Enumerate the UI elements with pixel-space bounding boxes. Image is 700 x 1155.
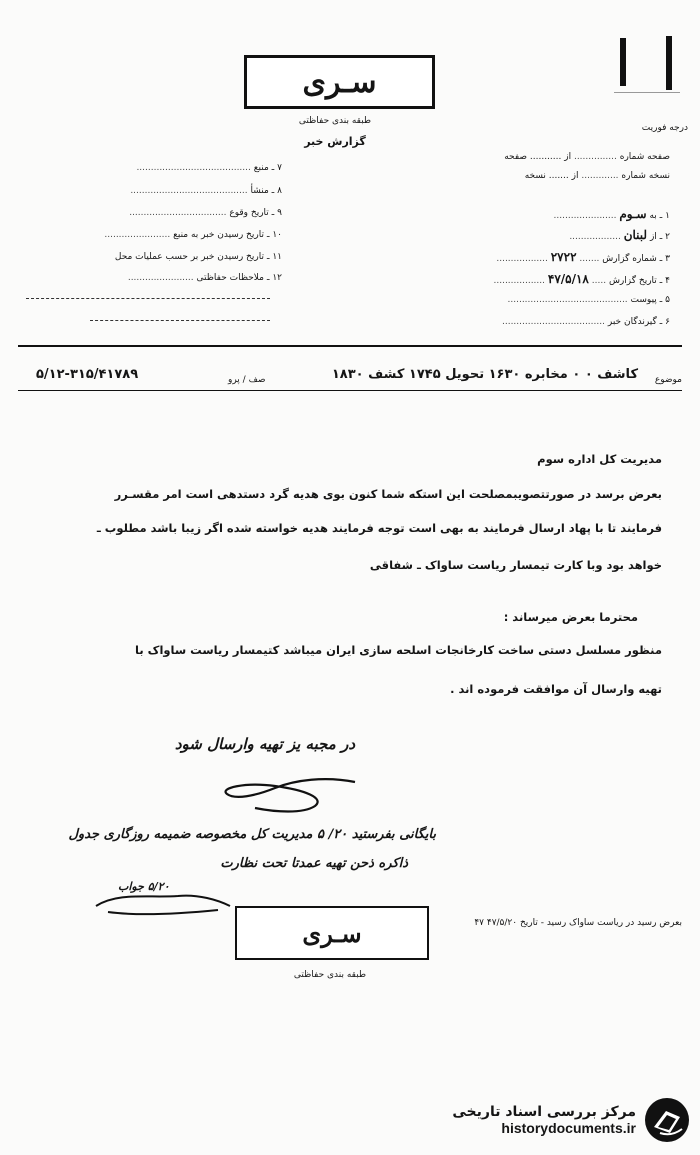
field-security-notes: ۱۲ ـ ملاحظات حفاظتی ....................... xyxy=(127,273,282,283)
field-attachment: ۵ ـ پیوست .......................................... xyxy=(507,295,670,305)
field-source: ۷ ـ منبع ........................................ xyxy=(136,163,282,173)
report-title: گزارش خبر xyxy=(304,135,366,148)
handwritten-note-1: در مجبه یز تهیه وارسال شود xyxy=(174,735,355,753)
subject-text: کاشف ۰ ۰ مخابره ۱۶۳۰ تحویل ۱۷۴۵ کشف ۱۸۳۰ xyxy=(331,367,638,382)
priority-box xyxy=(612,30,684,116)
body-line-5: تهیه وارسال آن موافقت فرموده اند . xyxy=(450,682,662,696)
field-news-arrival-ops: ۱۱ ـ تاریخ رسیدن خبر بر حسب عملیات محل xyxy=(114,252,282,262)
handwritten-initials: ۵/۲۰ جواب xyxy=(118,880,170,893)
book-icon xyxy=(644,1097,690,1143)
classification-caption: طبقه بندی حفاظتی xyxy=(298,116,372,126)
classification-stamp xyxy=(244,55,435,109)
salutation: مدیریت کل اداره سوم xyxy=(537,452,662,466)
subject-ref-number: ۵/۱۲-۳۱۵/۴۱۷۸۹ xyxy=(36,367,139,382)
subject-underline xyxy=(18,390,682,391)
signature-scribble-2 xyxy=(88,884,238,924)
watermark-logo xyxy=(452,1097,690,1143)
left-blank-line-2 xyxy=(90,320,270,321)
body-line-3: خواهد بود وبا کارت تیمسار ریاست ساواک ـ شفاقی xyxy=(369,558,662,572)
body-line-4: منظور مسلسل دستی ساخت کارخانجات اسلحه سازی ایران میباشد کتیمسار ریاست ساواک با xyxy=(135,643,662,657)
field-news-arrival-date: ۱۰ ـ تاریخ رسیدن خبر به منبع ....................... xyxy=(104,230,282,240)
field-report-date: ۴ ـ تاریخ گزارش ..... ۴۷/۵/۱۸ .................. xyxy=(493,272,670,286)
handwritten-note-3: ذاکره ذحن تهیه عمدتا تحت نظارت xyxy=(220,856,408,871)
signature-scribble-1 xyxy=(215,770,365,820)
footer-stamp xyxy=(235,906,429,960)
watermark-org: مرکز بررسی اسناد تاریخی xyxy=(452,1104,636,1120)
body-line-1: بعرض برسد در صورتتصویبمصلحت این استکه شما کنون بوی هدیه گرد دستدهی است امر مقسـرر xyxy=(114,487,662,501)
field-to: ۱ ـ به سـوم ...................... xyxy=(553,207,670,221)
field-event-date: ۹ ـ تاریخ وقوع .................................. xyxy=(129,208,282,218)
field-origin: ۸ ـ منشأ ......................................... xyxy=(130,186,282,196)
classification-stamp-text: سـرى xyxy=(302,64,377,100)
side-note: بعرض رسید در ریاست ساواک رسید - تاریخ ۴۷/۵/۲۰ ۴۷ xyxy=(474,918,682,928)
handwritten-note-2: بایگانی بفرستید ۲۰/ ۵ مدیریت کل مخصوصه ضمیمه روزگاری جدول xyxy=(68,827,436,842)
footer-stamp-caption: طبقه بندی حفاظتی xyxy=(293,970,367,980)
field-page-number: صفحه شماره ............... از ........... صفحه xyxy=(504,152,670,162)
field-from: ۲ ـ از لبنان .................. xyxy=(569,228,670,242)
priority-label: درجه فوریت xyxy=(641,123,688,133)
left-blank-line-1 xyxy=(26,298,270,299)
watermark-url: historydocuments.ir xyxy=(501,1120,636,1136)
subject-label: موضوع xyxy=(654,375,682,385)
field-copy-number: نسخه شماره ............. از ....... نسخه xyxy=(524,171,670,181)
field-report-number: ۳ ـ شماره گزارش ....... ۲۷۲۲ .................. xyxy=(496,250,670,264)
subject-ref-label: صف / پرو xyxy=(228,375,266,385)
footer-stamp-text: سـری xyxy=(302,918,362,948)
top-separator xyxy=(18,345,682,347)
field-recipients: ۶ ـ گیرندگان خبر .................................... xyxy=(501,317,670,327)
respect-line: محترما بعرض میرساند : xyxy=(503,610,638,624)
body-line-2: فرمایند تا با پهاد ارسال فرمایند به بهی است توجه فرمایند هدیه خواسته شده اگر زیبا باشد مطلوب ـ xyxy=(96,521,662,535)
